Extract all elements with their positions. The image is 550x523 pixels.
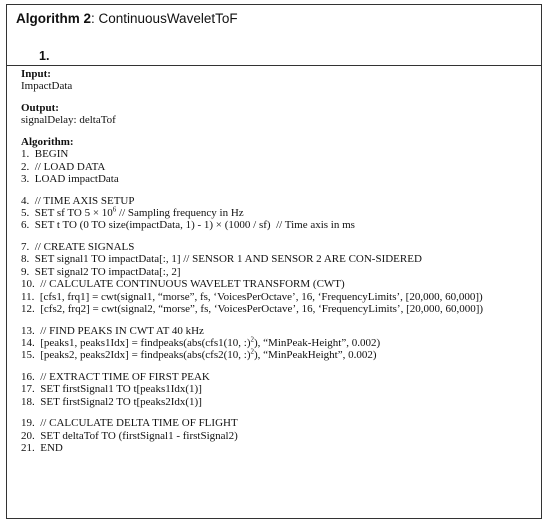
step-line: 9. SET signal2 TO impactData[:, 2] bbox=[21, 265, 181, 278]
output-value: signalDelay: deltaTof bbox=[21, 114, 116, 127]
step-line: 4. // TIME AXIS SETUP bbox=[21, 194, 135, 207]
step-line: 20. SET deltaTof TO (firstSignal1 - firstSignal2) bbox=[21, 429, 238, 442]
step-line: 14. [peaks1, peaks1Idx] = findpeaks(abs(cfs1(10, :)$^2$), “MinPeak-Height”, 0.002) bbox=[21, 335, 381, 349]
step-line: 15. [peaks2, peaks2Idx] = findpeaks(abs(cfs2(10, :)$^2$), “MinPeakHeight”, 0.002) bbox=[21, 347, 377, 362]
step-line: 2. // LOAD DATA bbox=[21, 160, 106, 173]
step-line: 6. SET t TO (0 TO size(impactData, 1) - 1) × (1000 / sf) // Time axis in ms bbox=[21, 219, 355, 232]
output-label: Output: bbox=[21, 101, 59, 114]
step-line: 5. SET sf TO $5 \times 10^6$ // Sampling frequency in Hz bbox=[21, 205, 244, 220]
algorithm-box bbox=[6, 4, 542, 519]
algorithm-body bbox=[21, 68, 535, 454]
step-line: 21. END bbox=[21, 442, 63, 455]
step-line: 1. BEGIN bbox=[21, 148, 69, 161]
algorithm-title: Algorithm 2: ContinuousWaveletToF bbox=[16, 11, 238, 26]
step-line: 8. SET signal1 TO impactData[:, 1] // SENSOR 1 AND SENSOR 2 ARE CON-SIDERED bbox=[21, 253, 422, 266]
header-number: 1. bbox=[39, 49, 50, 63]
step-line: 19. // CALCULATE DELTA TIME OF FLIGHT bbox=[21, 417, 238, 430]
algorithm-label: Algorithm: bbox=[21, 135, 74, 148]
step-line: 13. // FIND PEAKS IN CWT AT 40 kHz bbox=[21, 324, 204, 337]
step-line: 17. SET firstSignal1 TO t[peaks1Idx(1)] bbox=[21, 383, 202, 396]
step-line: 3. LOAD impactData bbox=[21, 173, 119, 186]
step-line: 18. SET firstSignal2 TO t[peaks2Idx(1)] bbox=[21, 395, 202, 408]
step-line: 11. [cfs1, frq1] = cwt(signal1, “morse”, fs, ‘VoicesPerOctave’, 16, ‘FrequencyLimits’, [20,000, 60,000]) bbox=[21, 290, 483, 303]
input-label: Input: bbox=[21, 68, 51, 80]
algorithm-header bbox=[7, 5, 541, 66]
step-line: 12. [cfs2, frq2] = cwt(signal2, “morse”, fs, ‘VoicesPerOctave’, 16, ‘FrequencyLimits’, [20,000, 60,000]) bbox=[21, 303, 484, 315]
step-line: 10. // CALCULATE CONTINUOUS WAVELET TRANSFORM (CWT) bbox=[21, 278, 345, 291]
step-line: 7. // CREATE SIGNALS bbox=[21, 241, 135, 254]
input-value: ImpactData bbox=[21, 80, 73, 93]
step-line: 16. // EXTRACT TIME OF FIRST PEAK bbox=[21, 370, 210, 383]
